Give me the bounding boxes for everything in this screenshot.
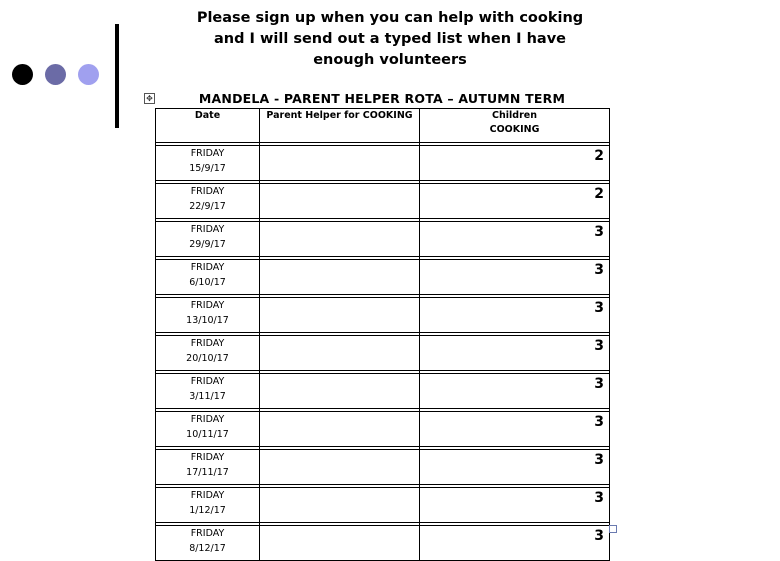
day-label: FRIDAY [190, 452, 225, 463]
day-label: FRIDAY [190, 262, 225, 273]
helper-signup-cell[interactable] [260, 412, 420, 447]
table-row [156, 526, 610, 561]
day-label: FRIDAY [190, 300, 225, 311]
helper-signup-cell[interactable] [260, 374, 420, 409]
children-count-cell: 3 [420, 374, 610, 409]
helper-signup-cell[interactable] [260, 260, 420, 295]
helper-signup-cell[interactable] [260, 184, 420, 219]
children-count-cell: 3 [420, 336, 610, 371]
date-cell [156, 222, 260, 257]
day-label: FRIDAY [190, 186, 225, 197]
date-label: 10/11/17 [186, 429, 229, 440]
date-cell [156, 336, 260, 371]
table-row [156, 184, 610, 219]
date-label: 20/10/17 [186, 353, 229, 364]
date-cell [156, 146, 260, 181]
move-handle-icon[interactable]: ✥ [144, 93, 155, 104]
table-row [156, 412, 610, 447]
children-count-cell: 3 [420, 526, 610, 561]
date-cell [156, 260, 260, 295]
children-count-cell: 3 [420, 298, 610, 333]
header-row [156, 109, 610, 143]
header-children-line1: Children [492, 110, 537, 121]
children-count-cell: 3 [420, 412, 610, 447]
date-label: 13/10/17 [186, 315, 229, 326]
date-cell [156, 184, 260, 219]
date-label: 6/10/17 [189, 277, 226, 288]
children-count-cell: 2 [420, 146, 610, 181]
helper-signup-cell[interactable] [260, 526, 420, 561]
date-cell [156, 412, 260, 447]
day-label: FRIDAY [190, 414, 225, 425]
day-label: FRIDAY [190, 490, 225, 501]
date-cell [156, 526, 260, 561]
sign-up-heading [195, 8, 585, 71]
day-label: FRIDAY [190, 224, 225, 235]
date-cell [156, 298, 260, 333]
children-count-cell: 3 [420, 260, 610, 295]
header-children-line2: COOKING [489, 124, 540, 135]
helper-signup-cell[interactable] [260, 450, 420, 485]
helper-signup-cell[interactable] [260, 146, 420, 181]
day-label: FRIDAY [190, 528, 225, 539]
bullet-dot-black [12, 64, 33, 85]
date-label: 1/12/17 [189, 505, 226, 516]
date-cell [156, 374, 260, 409]
bullet-dot-slate [45, 64, 66, 85]
day-label: FRIDAY [190, 376, 225, 387]
heading-line-2: and I will send out a typed list when I have [214, 31, 566, 47]
children-count-cell: 3 [420, 222, 610, 257]
table-row [156, 374, 610, 409]
table-row [156, 450, 610, 485]
table-row [156, 298, 610, 333]
header-helper: Parent Helper for COOKING [260, 109, 420, 143]
date-label: 29/9/17 [189, 239, 226, 250]
heading-line-3: enough volunteers [313, 52, 467, 68]
date-label: 3/11/17 [189, 391, 226, 402]
resize-handle-icon[interactable] [609, 525, 617, 533]
children-count-cell: 3 [420, 450, 610, 485]
table-row [156, 146, 610, 181]
date-label: 17/11/17 [186, 467, 229, 478]
table-row [156, 336, 610, 371]
header-date: Date [156, 109, 260, 143]
rota-title: MANDELA - PARENT HELPER ROTA – AUTUMN TERM [198, 91, 566, 106]
date-label: 8/12/17 [189, 543, 226, 554]
children-count-cell: 2 [420, 184, 610, 219]
rota-table [155, 108, 610, 561]
helper-signup-cell[interactable] [260, 488, 420, 523]
day-label: FRIDAY [190, 338, 225, 349]
date-cell [156, 450, 260, 485]
table-row [156, 488, 610, 523]
bullet-dot-lavender [78, 64, 99, 85]
vertical-divider [115, 24, 119, 128]
table-row [156, 260, 610, 295]
helper-signup-cell[interactable] [260, 298, 420, 333]
helper-signup-cell[interactable] [260, 336, 420, 371]
children-count-cell: 3 [420, 488, 610, 523]
date-label: 22/9/17 [189, 201, 226, 212]
header-children [420, 109, 610, 143]
table-row [156, 222, 610, 257]
helper-signup-cell[interactable] [260, 222, 420, 257]
heading-line-1: Please sign up when you can help with cooking [196, 10, 584, 26]
date-cell [156, 488, 260, 523]
rota-body [156, 146, 610, 561]
date-label: 15/9/17 [189, 163, 226, 174]
day-label: FRIDAY [190, 148, 225, 159]
